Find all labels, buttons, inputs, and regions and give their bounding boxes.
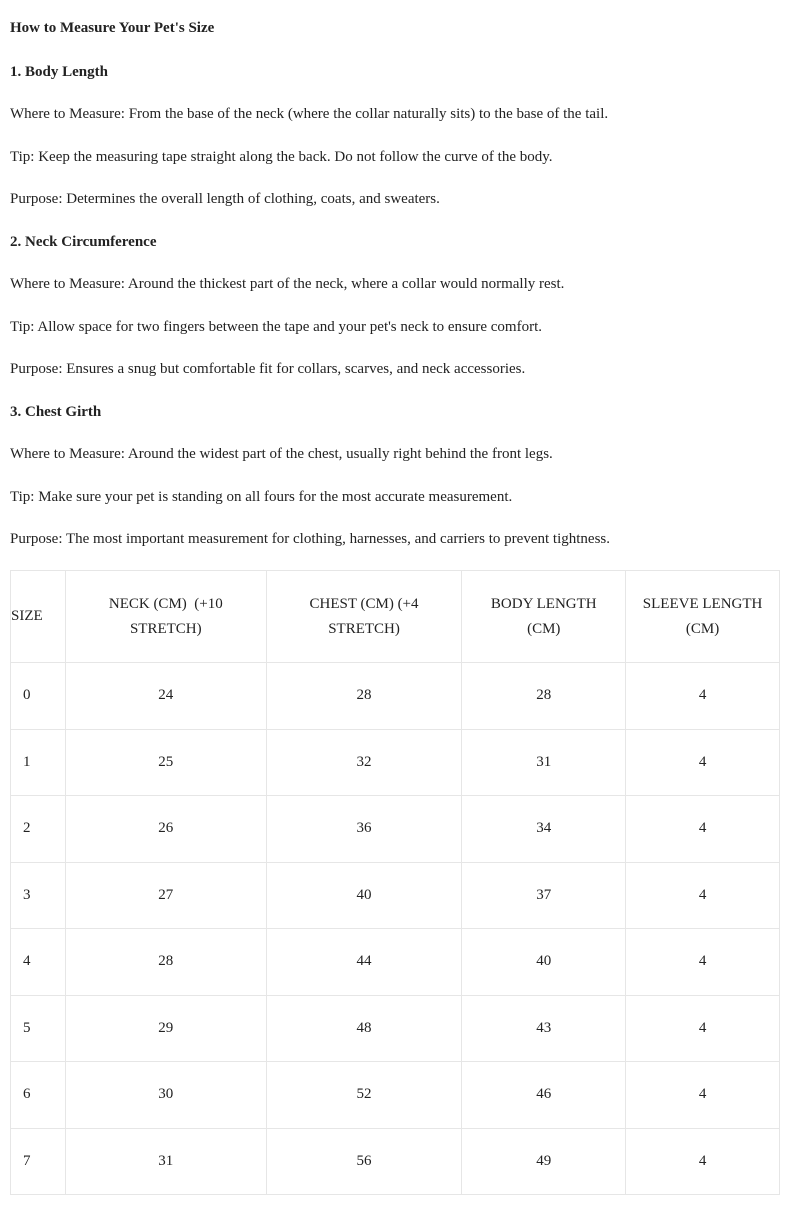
cell-neck: 31 xyxy=(65,1128,266,1195)
header-neck-line2: STRETCH) xyxy=(129,620,202,637)
table-row xyxy=(11,995,780,1062)
cell-size: 5 xyxy=(11,995,66,1062)
header-body-length-line2: (CM) xyxy=(527,620,561,637)
cell-neck: 24 xyxy=(65,663,266,730)
size-chart-table xyxy=(10,570,780,1195)
header-size xyxy=(11,571,66,663)
neck-tip: Tip: Allow space for two fingers between the tape and your pet's neck to ensure comfort. xyxy=(10,319,543,335)
header-chest-line2: STRETCH) xyxy=(328,620,400,637)
section-heading-neck: 2. Neck Circumference xyxy=(10,234,157,250)
header-neck xyxy=(65,571,266,663)
chest-where: Where to Measure: Around the widest part of the chest, usually right behind the front legs. xyxy=(10,446,553,462)
header-neck-line1: NECK (CM) (+10 xyxy=(108,595,223,612)
cell-neck: 28 xyxy=(65,929,266,996)
header-body-length xyxy=(462,571,626,663)
cell-chest: 44 xyxy=(266,929,462,996)
cell-body-length: 46 xyxy=(462,1062,626,1129)
cell-sleeve-length: 4 xyxy=(626,929,780,996)
cell-chest: 40 xyxy=(266,862,462,929)
section-heading-chest: 3. Chest Girth xyxy=(10,404,102,420)
cell-sleeve-length: 4 xyxy=(626,663,780,730)
guide-title: How to Measure Your Pet's Size xyxy=(10,20,215,36)
cell-size: 0 xyxy=(11,663,66,730)
body-length-where: Where to Measure: From the base of the neck (where the collar naturally sits) to the base of the tail. xyxy=(10,106,609,122)
cell-size: 2 xyxy=(11,796,66,863)
table-row xyxy=(11,1062,780,1129)
header-chest xyxy=(266,571,462,663)
cell-sleeve-length: 4 xyxy=(626,729,780,796)
cell-body-length: 40 xyxy=(462,929,626,996)
chest-purpose: Purpose: The most important measurement for clothing, harnesses, and carriers to prevent tightness. xyxy=(10,531,610,547)
cell-body-length: 49 xyxy=(462,1128,626,1195)
header-sleeve-length xyxy=(626,571,780,663)
cell-size: 3 xyxy=(11,862,66,929)
cell-neck: 25 xyxy=(65,729,266,796)
neck-purpose: Purpose: Ensures a snug but comfortable fit for collars, scarves, and neck accessories. xyxy=(10,361,526,377)
cell-body-length: 37 xyxy=(462,862,626,929)
section-heading-body-length: 1. Body Length xyxy=(10,64,108,80)
cell-chest: 48 xyxy=(266,995,462,1062)
cell-body-length: 31 xyxy=(462,729,626,796)
cell-sleeve-length: 4 xyxy=(626,862,780,929)
body-length-purpose: Purpose: Determines the overall length of clothing, coats, and sweaters. xyxy=(10,191,440,207)
cell-chest: 56 xyxy=(266,1128,462,1195)
cell-chest: 32 xyxy=(266,729,462,796)
header-body-length-line1: BODY LENGTH xyxy=(490,595,597,612)
body-length-tip: Tip: Keep the measuring tape straight along the back. Do not follow the curve of the body. xyxy=(10,149,553,165)
cell-chest: 52 xyxy=(266,1062,462,1129)
table-row xyxy=(11,796,780,863)
table-row xyxy=(11,1128,780,1195)
cell-size: 1 xyxy=(11,729,66,796)
cell-neck: 26 xyxy=(65,796,266,863)
cell-sleeve-length: 4 xyxy=(626,995,780,1062)
cell-neck: 27 xyxy=(65,862,266,929)
header-sleeve-length-line2: (CM) xyxy=(685,620,720,637)
cell-body-length: 28 xyxy=(462,663,626,730)
table-row xyxy=(11,663,780,730)
chest-tip: Tip: Make sure your pet is standing on all fours for the most accurate measurement. xyxy=(10,489,513,505)
cell-body-length: 34 xyxy=(462,796,626,863)
cell-chest: 28 xyxy=(266,663,462,730)
cell-chest: 36 xyxy=(266,796,462,863)
cell-sleeve-length: 4 xyxy=(626,1128,780,1195)
header-size-label: SIZE xyxy=(11,608,43,624)
cell-body-length: 43 xyxy=(462,995,626,1062)
cell-sleeve-length: 4 xyxy=(626,1062,780,1129)
cell-sleeve-length: 4 xyxy=(626,796,780,863)
cell-size: 4 xyxy=(11,929,66,996)
cell-size: 7 xyxy=(11,1128,66,1195)
table-row xyxy=(11,862,780,929)
table-row xyxy=(11,929,780,996)
cell-size: 6 xyxy=(11,1062,66,1129)
table-header-row xyxy=(11,571,780,663)
header-chest-line1: CHEST (CM) (+4 xyxy=(309,595,419,612)
cell-neck: 30 xyxy=(65,1062,266,1129)
table-row xyxy=(11,729,780,796)
neck-where: Where to Measure: Around the thickest part of the neck, where a collar would normally rest. xyxy=(10,276,565,292)
cell-neck: 29 xyxy=(65,995,266,1062)
header-sleeve-length-line1: SLEEVE LENGTH xyxy=(642,595,763,612)
